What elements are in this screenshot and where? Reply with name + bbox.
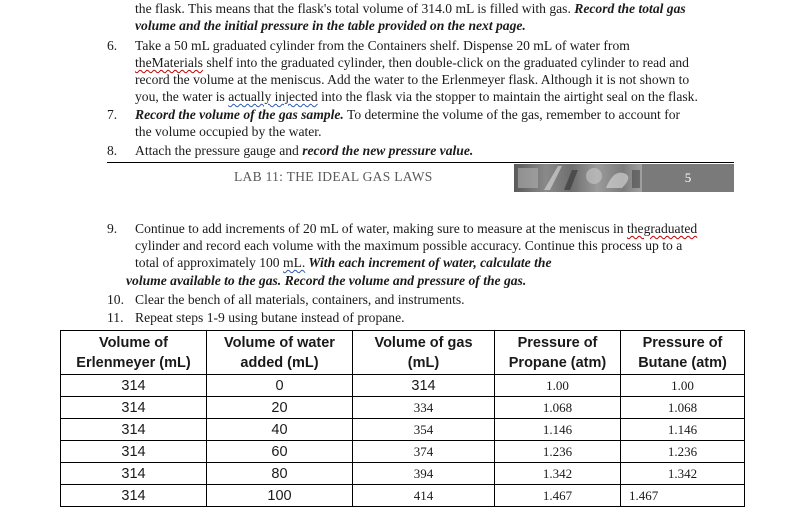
text-run: Continue to add increments of 20 mL of water, making sure to measure at the meniscus in (135, 221, 627, 236)
table-cell[interactable]: 1.467 (495, 485, 621, 507)
table-row (61, 485, 745, 507)
step-8-number: 8. (107, 143, 118, 158)
intro-line-2: volume and the initial pressure in the table provided on the next page. (135, 18, 526, 33)
table-cell[interactable]: 0 (207, 375, 353, 397)
table-cell[interactable]: 334 (353, 397, 495, 419)
table-cell[interactable]: 1.146 (495, 419, 621, 441)
table-row (61, 441, 745, 463)
table-cell[interactable]: 314 (61, 441, 207, 463)
step-10-number: 10. (107, 292, 124, 307)
footer-rule (107, 162, 734, 163)
table-row (61, 375, 745, 397)
table-cell[interactable]: 1.236 (621, 441, 745, 463)
results-table (60, 330, 745, 507)
spell-flag[interactable]: theMaterials (135, 55, 203, 70)
step-10-text: Clear the bench of all materials, containers, and instruments. (135, 292, 465, 307)
step-7-line-2: the volume occupied by the water. (135, 124, 322, 139)
table-cell[interactable]: 354 (353, 419, 495, 441)
grammar-flag[interactable]: mL. (283, 255, 306, 270)
lab-equipment-icon (514, 164, 642, 192)
table-row (61, 397, 745, 419)
text-run: total of approximately 100 (135, 255, 283, 270)
header-row (61, 331, 745, 375)
table-cell[interactable]: 394 (353, 463, 495, 485)
text-run: you, the water is (135, 89, 229, 104)
table-cell[interactable]: 314 (61, 375, 207, 397)
table-cell[interactable]: 314 (61, 419, 207, 441)
lab-equipment-image (514, 164, 642, 192)
table-row (61, 419, 745, 441)
header-water-added: Volume of water added (mL) (207, 331, 353, 375)
step-6-line-4 (135, 88, 698, 106)
header-gas-volume: Volume of gas (mL) (353, 331, 495, 375)
table-cell[interactable]: 1.068 (495, 397, 621, 419)
table-cell[interactable]: 1.467 (621, 485, 745, 507)
step-9-line-3 (135, 254, 551, 272)
step-8-line (135, 142, 473, 160)
text-run: To determine the volume of the gas, remember to account for (343, 107, 681, 122)
header-butane-pressure: Pressure of Butane (atm) (621, 331, 745, 375)
step-6-line-3: record the volume at the meniscus. Add the water to the Erlenmeyer flask. Although it is not shown to (135, 72, 690, 87)
step-6-line-2 (135, 54, 689, 72)
text-run: into the flask via the stopper to maintain the airtight seal on the flask. (317, 89, 698, 104)
step-7-line-1 (135, 106, 680, 124)
intro-line-1 (135, 0, 686, 18)
step-9-line-1 (135, 220, 697, 238)
table-cell[interactable]: 314 (353, 375, 495, 397)
table-cell[interactable]: 1.068 (621, 397, 745, 419)
table-row (61, 463, 745, 485)
step-7-number: 7. (107, 107, 118, 122)
header-erlenmeyer-volume: Volume of Erlenmeyer (mL) (61, 331, 207, 375)
text-run: Attach the pressure gauge and (135, 143, 303, 158)
step-7-bold: Record the volume of the gas sample. (135, 107, 344, 122)
intro-bold: Record the total gas (574, 1, 686, 16)
step-11-number: 11. (107, 310, 124, 325)
table-cell[interactable]: 1.342 (495, 463, 621, 485)
text-run: shelf into the graduated cylinder, then double-click on the graduated cylinder to read and (202, 55, 689, 70)
page-number: 5 (642, 164, 734, 192)
table-cell[interactable]: 314 (61, 485, 207, 507)
step-9-line-2: cylinder and record each volume with the maximum possible accuracy. Continue this process up to a (135, 238, 683, 253)
footer-title: LAB 11: THE IDEAL GAS LAWS (234, 169, 433, 184)
table-cell[interactable]: 1.00 (495, 375, 621, 397)
step-6-line-1: Take a 50 mL graduated cylinder from the Containers shelf. Dispense 20 mL of water from (135, 38, 630, 53)
table-cell[interactable]: 20 (207, 397, 353, 419)
grammar-flag[interactable]: actually injected (228, 89, 318, 104)
table-cell[interactable]: 314 (61, 397, 207, 419)
header-propane-pressure: Pressure of Propane (atm) (495, 331, 621, 375)
table-cell[interactable]: 1.146 (621, 419, 745, 441)
step-9-line-4: volume available to the gas. Record the volume and pressure of the gas. (126, 273, 527, 288)
step-8-bold: record the new pressure value. (302, 143, 474, 158)
step-9-number: 9. (107, 221, 118, 236)
table-cell[interactable]: 1.342 (621, 463, 745, 485)
table-cell[interactable]: 60 (207, 441, 353, 463)
table-cell[interactable]: 40 (207, 419, 353, 441)
table-cell[interactable]: 80 (207, 463, 353, 485)
table-cell[interactable]: 1.00 (621, 375, 745, 397)
spell-flag[interactable]: thegraduated (626, 221, 698, 236)
table-cell[interactable]: 414 (353, 485, 495, 507)
step-9-bold: With each increment of water, calculate the (305, 255, 552, 270)
step-11-text: Repeat steps 1-9 using butane instead of propane. (135, 310, 405, 325)
step-6-number: 6. (107, 38, 118, 53)
table-cell[interactable]: 1.236 (495, 441, 621, 463)
table-cell[interactable]: 374 (353, 441, 495, 463)
table-cell[interactable]: 100 (207, 485, 353, 507)
table-cell[interactable]: 314 (61, 463, 207, 485)
intro-text: the flask. This means that the flask's total volume of 314.0 mL is filled with gas. (135, 1, 575, 16)
